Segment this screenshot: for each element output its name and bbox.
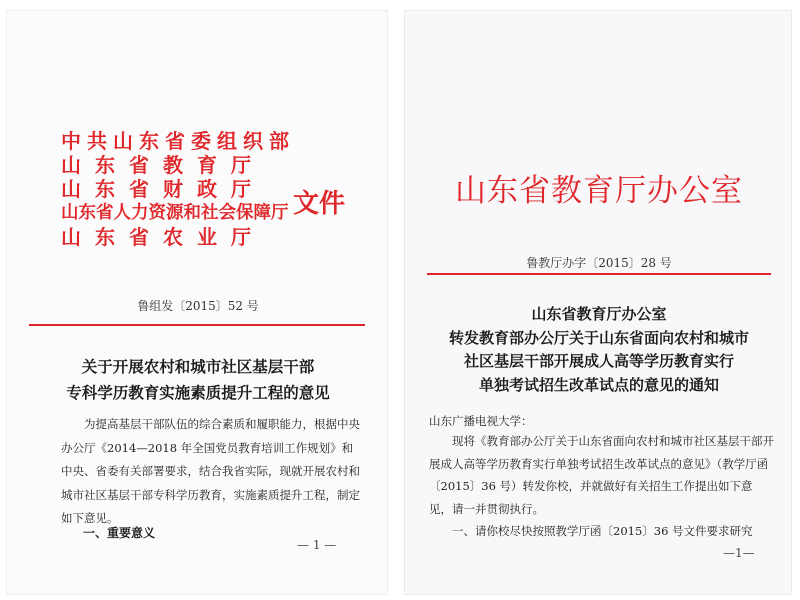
document-title [7,354,389,406]
right-document-page [404,10,792,595]
body-paragraph: 为提高基层干部队伍的综合素质和履职能力，根据中央办公厅《2014—2018 年全国党员教育培训工作规划》和中央、省委有关部署要求，结合我省实际，现就开展农村和城市社区基层干部专科学历教育，实施素质提升工程，制定如下意见。 [61,417,360,525]
body-paragraph: 现将《教育部办公厅关于山东省面向农村和城市社区基层干部开展成人高等学历教育实行单独考试招生改革试点的意见》（教学厅函〔2015〕36 号）转发你校，并就做好有关招生工作提出如下意见，请一并贯彻执行。 [429,434,774,516]
title-line-2: 转发教育部办公厅关于山东省面向农村和城市 [448,328,749,347]
page-number: — 1 — [297,538,337,552]
issuer-1: 中共山东省委组织部 [61,129,295,153]
document-suffix: 文件 [293,189,346,219]
document-number: 鲁组发〔2015〕52 号 [137,299,259,313]
title-line-1: 山东省教育厅办公室 [531,305,667,323]
issuer-4: 山东省人力资源和社会保障厅 [61,203,289,223]
list-item-1: 一、请你校尽快按照教学厅函〔2015〕36 号文件要求研究 [452,524,753,538]
red-divider-line [29,324,365,326]
title-line-1: 关于开展农村和城市社区基层干部 [81,357,315,376]
addressee: 山东广播电视大学： [429,414,533,428]
title-line-2: 专科学历教育实施素质提升工程的意见 [66,383,330,402]
document-number: 鲁教厅办字〔2015〕28 号 [526,256,672,270]
issuer-5: 山东省农业厅 [61,225,265,249]
issuer-2: 山东省教育厅 [61,153,265,177]
left-document-page [6,10,388,595]
section-heading: 一、重要意义 [83,526,156,540]
title-line-3: 社区基层干部开展成人高等学历教育实行 [463,352,734,370]
office-letterhead: 山东省教育厅办公室 [455,173,743,209]
red-divider-line [427,273,771,275]
title-line-4: 单独考试招生改革试点的意见的通知 [478,375,719,394]
document-title [405,303,793,397]
page-number: —1— [723,546,755,560]
issuing-authorities [61,129,295,249]
issuer-3: 山东省财政厅 [61,177,265,201]
